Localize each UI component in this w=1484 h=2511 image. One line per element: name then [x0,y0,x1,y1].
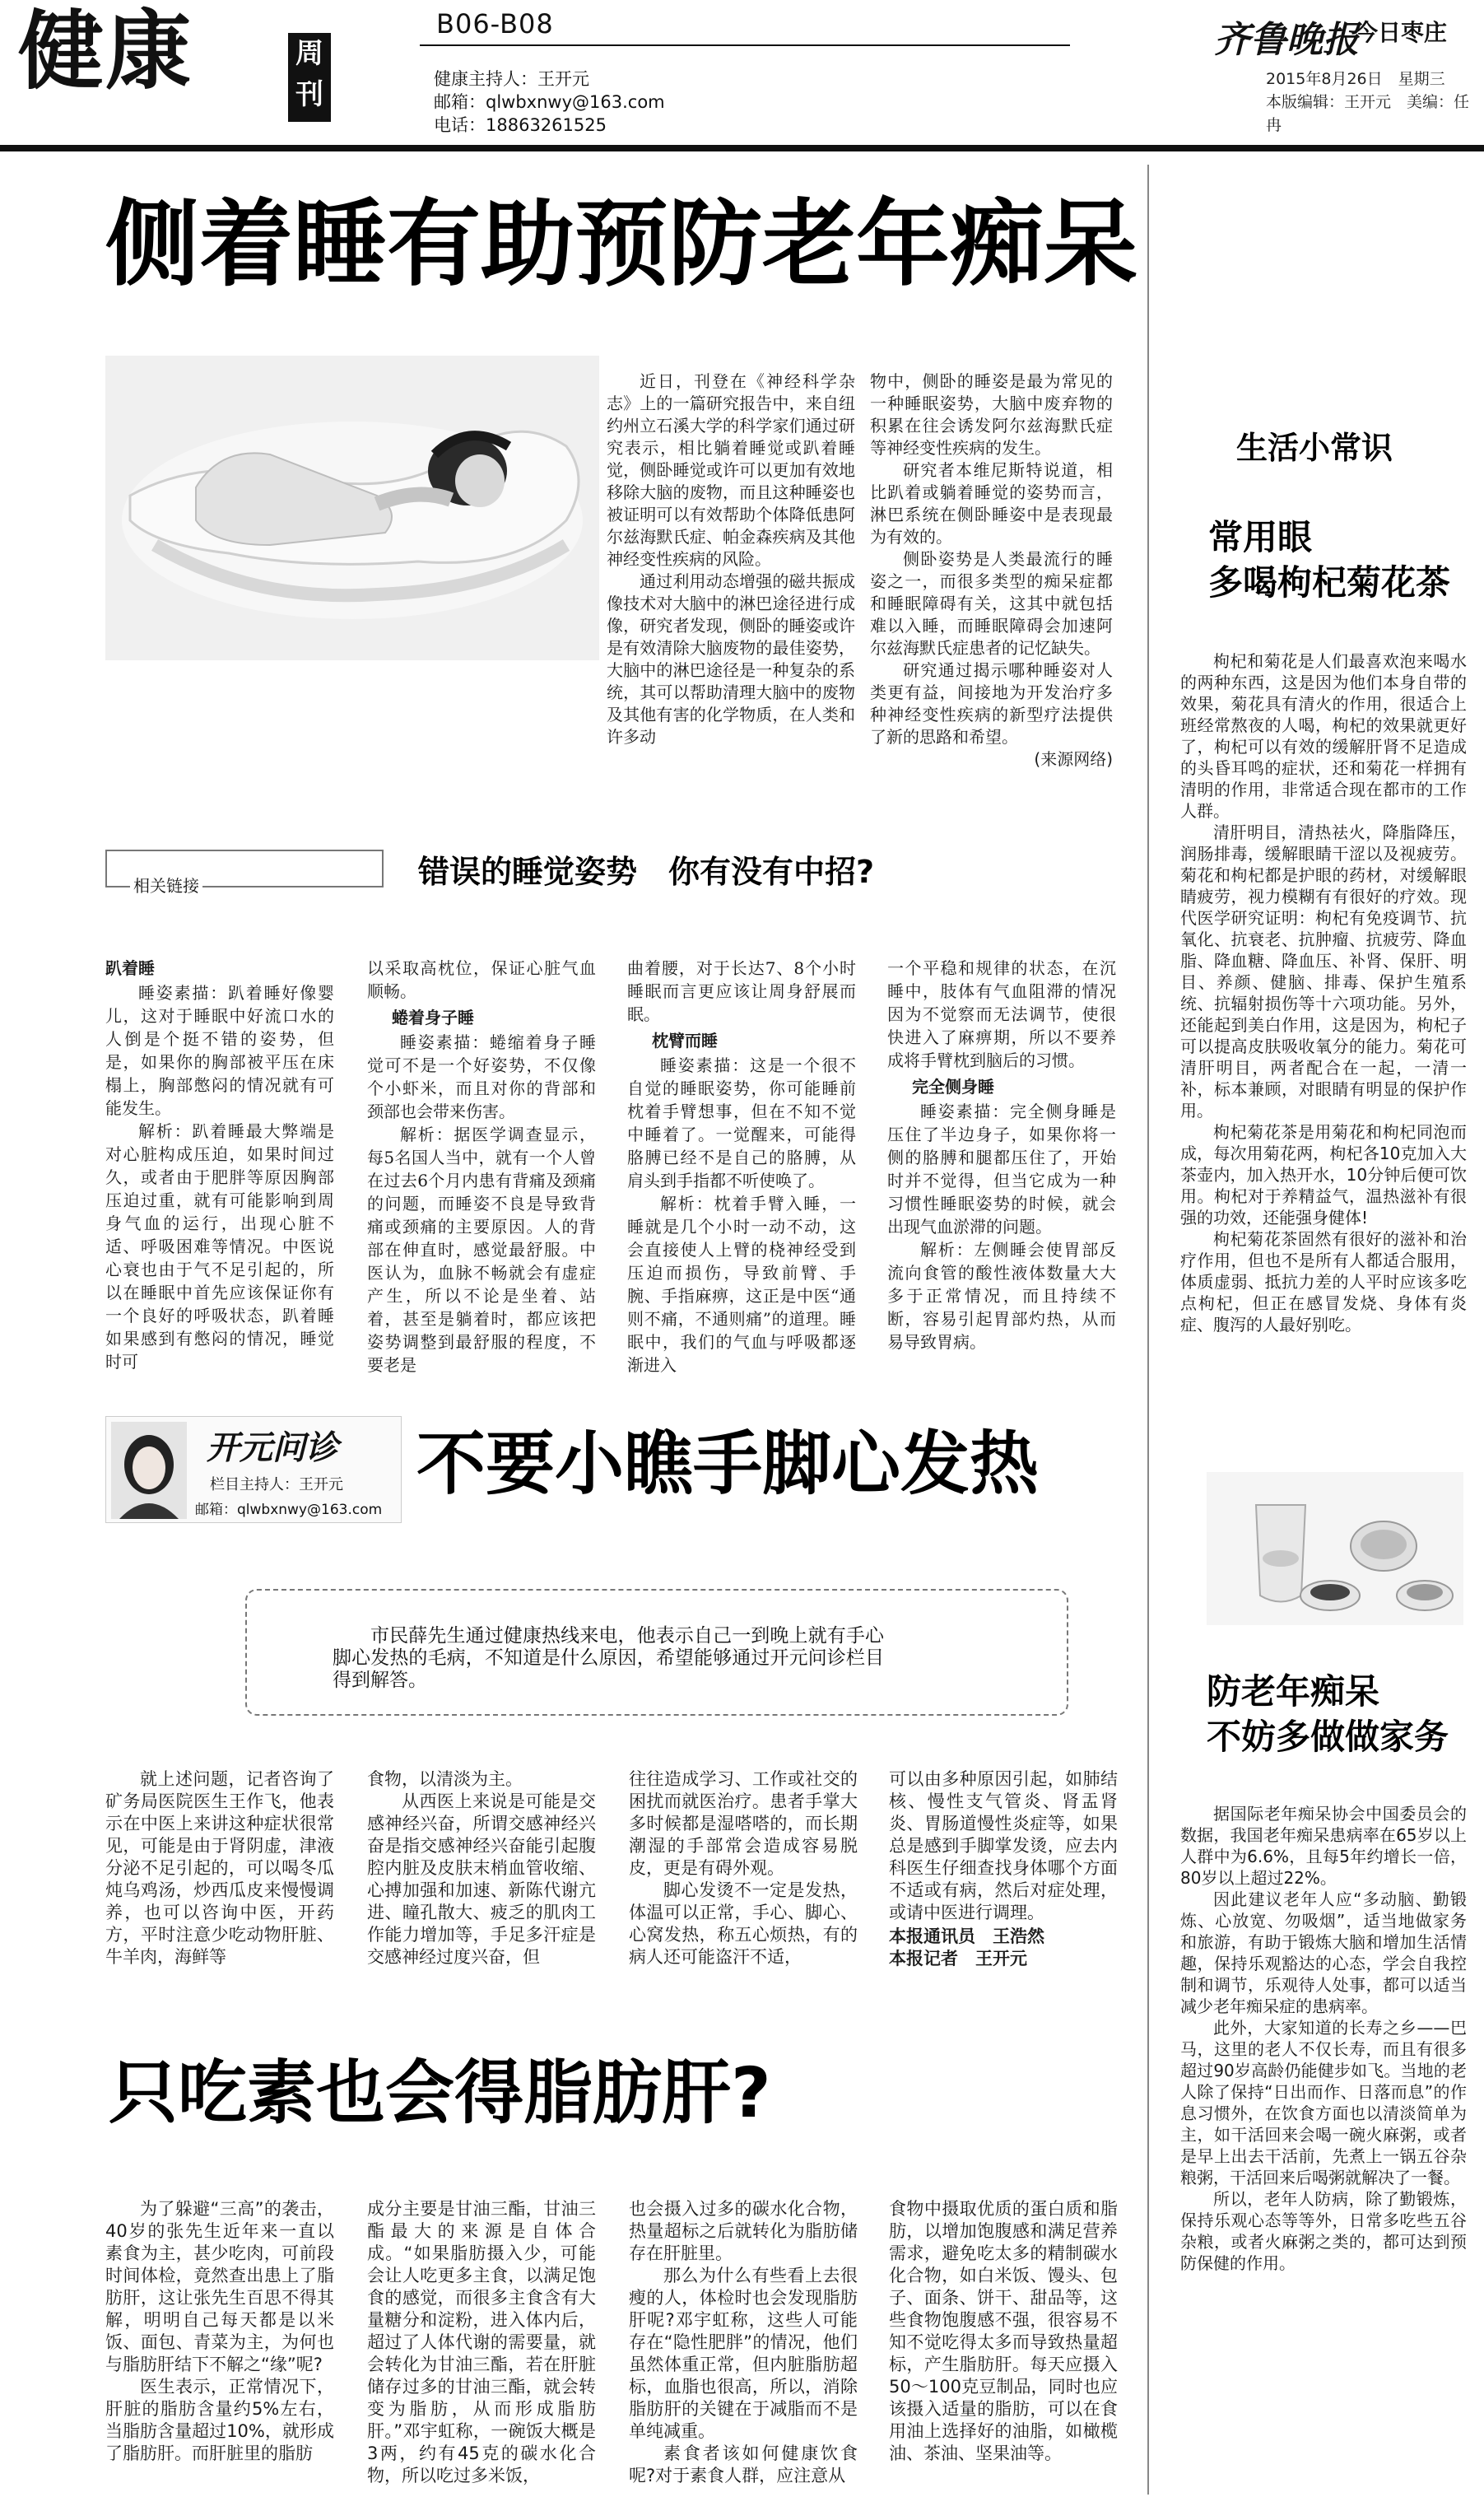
paragraph: 睡姿素描：完全侧身睡是压住了半边身子，如果你将一侧的胳膊和腿都压住了，开始时并不觉得，但当它成为一种习惯性睡眠姿势的时候，就会出现气血淤滞的问题。 [887,1102,1116,1237]
subhead-side: 完全侧身睡 [912,1077,994,1097]
paragraph: 睡姿素描：这是一个很不自觉的睡眠姿势，你可能睡前枕着手臂想事，但在不知不觉中睡着了。一觉醒来，可能得胳膊已经不是自己的胳膊，从肩头到手指都不听使唤了。 [627,1055,856,1190]
paragraph: 此外，大家知道的长寿之乡——巴马，这里的老人不仅长寿，而且有很多超过90岁高龄仍能健步如飞。当地的老人除了保持“日出而作、日落而息”的作息习惯外，在饮食方面也以清淡简单为主，如干活回来会喝一碗火麻粥，或者是早上出去干活前，先煮上一锅五谷杂粮粥，干活回来后喝粥就解决了一餐。 [1180,2018,1467,2187]
paragraph: 食物，以清淡为主。 [367,1769,523,1789]
article1-col2 [870,370,1113,771]
article3-headline: 只吃素也会得脂肪肝? [109,2052,771,2133]
column-email: 邮箱：qlwbxnwy@163.com [195,1502,383,1518]
tip2-title [1207,1670,1449,1759]
paragraph: 可以由多种原因引起，如肺结核、慢性支气管炎、肾盂肾炎、胃肠道慢性炎症等，如果总是感到手脚掌发烫，应去内科医生仔细查找身体哪个方面不适或有病，然后对症处理，或请中医进行调理。 [889,1769,1118,1922]
sidebar-header: 生活小常识 [1236,430,1393,466]
paragraph: 据国际老年痴呆协会中国委员会的数据，我国老年痴呆患病率在65岁以上人群中为6.6%，且每5年约增长一倍，80岁以上超过22%。 [1180,1804,1467,1888]
host-info [434,68,665,137]
host-portrait [111,1422,187,1519]
paragraph: 通过利用动态增强的磁共振成像技术对大脑中的淋巴途径进行成像，研究者发现，侧卧的睡姿或许是有效清除大脑废物的最佳姿势，大脑中的淋巴途径是一种复杂的系统，其可以帮助清理大脑中的废物及其他有害的化学物质，在人类和许多动 [607,571,855,747]
article2-col2 [367,1768,596,1968]
paragraph: 物中，侧卧的睡姿是最为常见的一种睡眠姿势，大脑中废弃物的积累在往会诱发阿尔兹海默氏症等神经变性疾病的发生。 [870,371,1113,458]
host-phone: 电话：18863261525 [434,115,607,135]
lead-box [245,1589,1068,1716]
article1-headline: 侧着睡有助预防老年痴呆 [105,189,1138,299]
paragraph: 所以，老年人防病，除了勤锻炼，保持乐观心态等等外，日常多吃些五谷杂粮，或者火麻粥之类的，都可达到预防保健的作用。 [1180,2189,1467,2273]
paragraph: 解析：枕着手臂入睡，一睡就是几个小时一动不动，这会直接使人上臂的桡神经受到压迫而损伤，导致前臂、手腕、手指麻痹，这正是中医“通则不痛，不通则痛”的道理。睡眠中，我们的气血与呼吸都逐渐进入 [627,1194,856,1375]
host-email: 邮箱：qlwbxnwy@163.com [434,92,665,112]
article2-col3 [629,1768,858,1968]
paragraph: 医生表示，正常情况下，肝脏的脂肪含量约5%左右，当脂肪含量超过10%，就形成了脂肪肝。而肝脏里的脂肪 [105,2377,334,2463]
tip2-title-line1: 防老年痴呆 [1207,1671,1380,1712]
paragraph: 研究者本维尼斯特说道，相比趴着或躺着睡觉的姿势而言，淋巴系统在侧卧睡姿中是表现最为有效的。 [870,460,1113,547]
subhead-curled: 蜷着身子睡 [392,1008,474,1027]
tip1-title-line1: 常用眼 [1208,517,1313,557]
related-headline: 错误的睡觉姿势 你有没有中招? [418,854,875,890]
byline-correspondent: 本报通讯员 王浩然 [889,1926,1044,1946]
issue-date: 2015年8月26日 星期三 [1266,70,1445,88]
related-label-box [105,850,384,896]
paragraph: 以采取高枕位，保证心脏气血顺畅。 [367,958,596,1001]
paragraph: 脚心发烫不一定是发热，体温可以正常，手心、脚心、心窝发热，称五心烦热，有的病人还可能盗汗不适， [629,1880,858,1967]
related-col3 [627,957,856,1377]
paragraph: 也会摄入过多的碳水化合物，热量超标之后就转化为脂肪储存在肝脏里。 [629,2199,858,2263]
paragraph: 研究通过揭示哪种睡姿对人类更有益，间接地为开发治疗多种神经变性疾病的新型疗法提供了新的思路和希望。 [870,660,1113,747]
related-col1 [105,957,334,1373]
article3-col1 [105,2198,334,2465]
column-host: 栏目主持人：王开元 [210,1476,343,1493]
local-edition: 今日枣庄 [1355,19,1448,46]
related-label: 相关链接 [130,873,202,897]
page-range: B06-B08 [436,8,554,40]
sleeping-woman-photo [105,356,599,660]
paper-name: 齐鲁晚报 [1214,19,1359,61]
paragraph: 近日，刊登在《神经科学杂志》上的一篇研究报告中，来自纽约州立石溪大学的科学家们通过研究表示，相比躺着睡觉或趴着睡觉，侧卧睡觉或许可以更加有效地移除大脑的废物，而且这种睡姿也被证明可以有效帮助个体降低患阿尔兹海默氏症、帕金森疾病及其他神经变性疾病的风险。 [607,371,855,569]
byline-reporter: 本报记者 王开元 [889,1949,1027,1968]
article3-col4 [889,2198,1118,2465]
paragraph: 往往造成学习、工作或社交的困扰而就医治疗。患者手掌大多时候都是湿嗒嗒的，而长期潮湿的手部常会造成容易脱皮，更是有碍外观。 [629,1769,858,1878]
subhead-prone: 趴着睡 [105,958,155,978]
paragraph: 解析：据医学调查显示，每5名国人当中，就有一个人曾在过去6个月内患有背痛及颈痛的问题，而睡姿不良是导致背痛或颈痛的主要原因。人的背部在伸直时，感觉最舒服。中医认为，血脉不畅就会有虚症产生，所以不论是坐着、站着，甚至是躺着时，都应该把姿势调整到最舒服的程度，不要老是 [367,1125,596,1375]
tip2-title-line2: 不妨多做做家务 [1207,1716,1449,1757]
paragraph: 侧卧姿势是人类最流行的睡姿之一，而很多类型的痴呆症都和睡眠障碍有关，这其中就包括难以入睡，而睡眠障碍会加速阿尔兹海默氏症患者的记忆缺失。 [870,549,1113,658]
paragraph: 那么为什么有些看上去很瘦的人，体检时也会发现脂肪肝呢?邓宇虹称，这些人可能存在“隐性肥胖”的情况，他们虽然体重正常，但内脏脂肪超标，血脂也很高，所以，消除脂肪肝的关键在于减脂而不是单纯减重。 [629,2266,858,2441]
column-name: 开元问诊 [207,1428,338,1467]
article3-col3 [629,2198,858,2487]
tip2-body [1180,1803,1467,2274]
paragraph: 睡姿素描：趴着睡好像婴儿，这对于睡眠中好流口水的人倒是个挺不错的姿势，但是，如果你的胸部被平压在床榻上，胸部憋闷的情况就有可能发生。 [105,983,334,1118]
paragraph: 因此建议老年人应“多动脑、勤锻炼、心放宽、勿吸烟”，适当地做家务和旅游，有助于锻炼大脑和增加生活情趣，保持乐观豁达的心态，学会自我控制和调节，乐观待人处事，都可以适当减少老年痴呆症的患病率。 [1180,1889,1467,2016]
paragraph: 从西医上来说是可能是交感神经兴奋，所谓交感神经兴奋是指交感神经兴奋能引起腹腔内脏及皮肤末梢血管收缩、心搏加强和加速、新陈代谢亢进、瞳孔散大、疲乏的肌肉工作能力增加等，手足多汗症是交感神经过度兴奋，但 [367,1791,596,1967]
column-badge [105,1416,402,1523]
paragraph: 一个平稳和规律的状态，在沉睡中，肢体有气血阻滞的情况因为不觉察而无法调节，使很快进入了麻痹期，所以不要养成将手臂枕到脑后的习惯。 [887,958,1116,1070]
related-col2 [367,957,596,1377]
host-name: 健康主持人：王开元 [434,69,589,89]
tip1-title-line2: 多喝枸杞菊花茶 [1208,561,1451,603]
date-info [1266,68,1484,137]
article2-col4 [889,1768,1118,1970]
paragraph: 清肝明目，清热祛火，降脂降压，润肠排毒，缓解眼睛干涩以及视疲劳。菊花和枸杞都是护眼的药材，对缓解眼睛疲劳，视力模糊有有很好的疗效。现代医学研究证明：枸杞有免疫调节、抗氧化、抗衰老、抗肿瘤、抗疲劳、降血脂、降血糖、降血压、补肾、保肝、明目、养颜、健脑、排毒、保护生殖系统、抗辐射损伤等十六项功能。另外，还能起到美白作用，这是因为，枸杞子可以提高皮肤吸收氧分的能力。菊花可清肝明目，两者配合在一起，一清一补，标本兼顾，对眼睛有明显的保护作用。 [1180,822,1467,1120]
paragraph: 枸杞菊花茶固然有很好的滋补和治疗作用，但也不是所有人都适合服用，体质虚弱、抵抗力差的人平时应该多吃点枸杞，但正在感冒发烧、身体有炎症、腹泻的人最好别吃。 [1180,1229,1467,1335]
paragraph: 曲着腰，对于长达7、8个小时睡眠而言更应该让周身舒展而眠。 [627,958,856,1024]
article2-col1 [105,1768,334,1968]
paragraph: 枸杞菊花茶是用菊花和枸杞同泡而成，每次用菊花两，枸杞各10克加入大茶壶内，加入热开水，10分钟后便可饮用。枸杞对于养精益气，温热滋补有很强的功效，还能强身健体! [1180,1122,1467,1228]
section-title: 健康 [18,0,193,101]
paragraph: 素食者该如何健康饮食呢?对于素食人群，应注意从 [629,2443,858,2485]
related-col4 [887,957,1116,1353]
article1-col1 [607,370,855,748]
article1-source: (来源网络) [1034,749,1113,769]
sidebar-divider [1147,165,1149,2495]
paragraph: 食物中摄取优质的蛋白质和脂肪，以增加饱腹感和满足营养需求，避免吃太多的精制碳水化合物，如白米饭、馒头、包子、面条、饼干、甜品等，这些食物饱腹感不强，很容易不知不觉吃得太多而导致热量超标，产生脂肪肝。每天应摄入50～100克豆制品，同时也应该摄入适量的脂肪，可以在食用油上选择好的油脂，如橄榄油、茶油、坚果油等。 [889,2199,1118,2463]
article2-lead: 市民薛先生通过健康热线来电，他表示自己一到晚上就有手心脚心发热的毛病，不知道是什么原因，希望能够通过开元问诊栏目得到解答。 [333,1625,884,1691]
paragraph: 枸杞和菊花是人们最喜欢泡来喝水的两种东西，这是因为他们本身自带的效果，菊花具有清火的作用，很适合上班经常熬夜的人喝，枸杞的效果就更好了，枸杞可以有效的缓解肝肾不足造成的头昏耳鸣的症状，还和菊花一样拥有清明的作用，非常适合现在都市的工作人群。 [1180,651,1467,821]
paragraph: 解析：趴着睡最大弊端是对心脏构成压迫，如果时间过久，或者由于肥胖等原因胸部压迫过重，就有可能影响到周身气血的运行，出现心脏不适、呼吸困难等情况。中医说心衰也由于气不足引起的，所以在睡眠中首先应该保证你有一个良好的呼吸状态，趴着睡如果感到有憋闷的情况，睡觉时可 [105,1121,334,1372]
paragraph: 为了躲避“三高”的袭击，40岁的张先生近年来一直以素食为主，甚少吃肉，可前段时间体检，竟然查出患上了脂肪肝，这让张先生百思不得其解，明明自己每天都是以米饭、面包、青菜为主，为何也与脂肪肝结下不解之“缘”呢? [105,2199,334,2374]
paragraph: 解析：左侧睡会使胃部反流向食管的酸性液体数量大大多于正常情况，而且持续不断，容易引起胃部灼热，从而易导致胃病。 [887,1240,1116,1352]
tea-photo [1207,1472,1463,1625]
masthead-divider [0,145,1484,151]
masthead-rule [420,44,1070,46]
article2-headline: 不要小瞧手脚心发热 [416,1423,1040,1504]
paragraph: 就上述问题，记者咨询了矿务局医院医生王作飞，他表示在中医上来讲这种症状很常见，可能是由于肾阴虚，津液分泌不足引起的，可以喝冬瓜炖乌鸡汤，炒西瓜皮来慢慢调养，也可以咨询中医，开药方，平时注意少吃动物肝脏、牛羊肉，海鲜等 [105,1769,334,1967]
tip1-title [1208,515,1450,605]
paragraph: 睡姿素描：蜷缩着身子睡觉可不是一个好姿势，不仅像个小虾米，而且对你的背部和颈部也会带来伤害。 [367,1032,596,1121]
weekly-badge: 周刊 [288,33,331,122]
tip1-body [1180,650,1467,1335]
subhead-arm: 枕臂而睡 [652,1031,718,1051]
paragraph: 成分主要是甘油三酯，甘油三酯最大的来源是自体合成。“如果脂肪摄入少，可能会让人吃更多主食，以满足饱食的感觉，而很多主食含有大量糖分和淀粉，进入体内后，超过了人体代谢的需要量，就会转化为甘油三酯，若在肝脏储存过多的甘油三酯，就会转变为脂肪，从而形成脂肪肝。”邓宇虹称，一碗饭大概是3两，约有45克的碳水化合物，所以吃过多米饭， [367,2199,596,2485]
editors: 本版编辑：王开元 美编：任冉 [1266,93,1470,134]
article3-col2 [367,2198,596,2487]
